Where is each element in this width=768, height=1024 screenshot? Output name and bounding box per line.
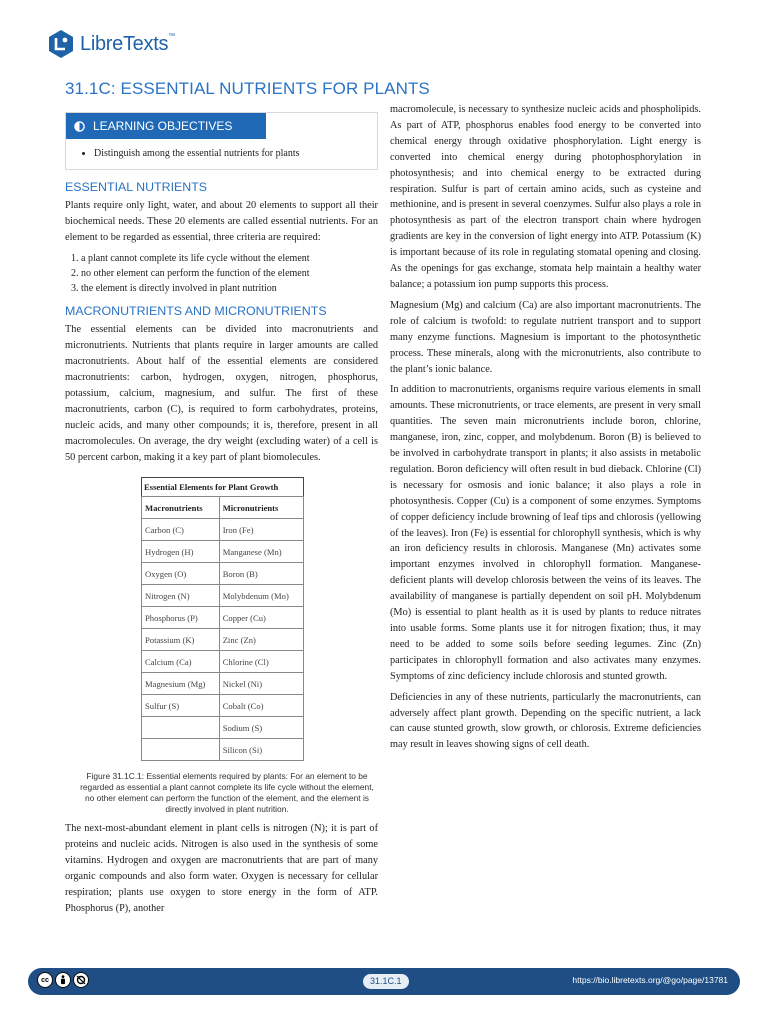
left-column (65, 112, 378, 922)
learning-objectives-body (66, 139, 377, 169)
table-cell (142, 739, 220, 761)
paragraph-micronutrients: In addition to macronutrients, organisms require various elements in small amounts. These micronutrients, or trace elements, are present in very small quantities. The seven main micronutrients include boron, chlorine, manganese, iron, zinc, copper, and molybdenum. Boron (B) is believed to be involved in carbohydrate transport in plants; it also assists in metabolic regulation. Boron deficiency will often result in bud dieback. Chlorine (Cl) is necessary for osmosis and ionic balance; it also plays a role in photosynthesis. Copper (Cu) is a component of some enzymes. Symptoms of copper deficiency include browning of leaf tips and chlorosis (yellowing of the leaves). Iron (Fe) is essential for chlorophyll synthesis, which is why an iron deficiency results in chlorosis. Manganese (Mn) activates some important enzymes involved in chlorophyll formation. Manganese-deficient plants will develop chlorosis between the veins of its leaves. The availability of manganese is partially dependent on soil pH. Molybdenum (Mo) is essential to plant health as it is used by plants to reduce nitrates into usable forms. Some plants use it for nitrogen fixation; thus, it may need to be added to some soils before seeding legumes. Zinc (Zn) participates in chlorophyll formation and also activates many enzymes. Symptoms of zinc deficiency include chlorosis and stunted growth. (390, 384, 701, 682)
table-row (142, 607, 304, 629)
half-circle-icon (74, 121, 85, 132)
table-cell: Carbon (C) (142, 519, 220, 541)
table-cell: Calcium (Ca) (142, 651, 220, 673)
section-heading-macro-micro: MACRONUTRIENTS AND MICRONUTRIENTS (65, 304, 327, 319)
table-cell: Iron (Fe) (219, 519, 303, 541)
table-cell: Manganese (Mn) (219, 541, 303, 563)
table-row (142, 519, 304, 541)
table-caption: Essential Elements for Plant Growth (141, 477, 304, 496)
table-row (142, 651, 304, 673)
table-cell: Cobalt (Co) (219, 695, 303, 717)
page-url-link[interactable]: https://bio.libretexts.org/@go/page/13781 (572, 975, 728, 985)
table-row (142, 717, 304, 739)
table-cell: Boron (B) (219, 563, 303, 585)
paragraph-essential-intro: Plants require only light, water, and about 20 elements to support all their biochemical needs. These 20 elements are called essential nutrients. For an element to be regarded as essential, three criteria are required: (65, 200, 378, 243)
table-cell: Magnesium (Mg) (142, 673, 220, 695)
learning-objective-item: • Distinguish among the essential nutrients for plants (94, 147, 369, 161)
essential-elements-table (141, 477, 304, 761)
table-cell: Zinc (Zn) (219, 629, 303, 651)
table-header-row (142, 497, 304, 519)
license-badge[interactable] (37, 972, 91, 988)
paragraph-macro-micro: The essential elements can be divided into macronutrients and micronutrients. Nutrients that plants require in larger amounts are called macronutrients. About half of the essential elements are considered macronutrients: carbon, hydrogen, oxygen, nitrogen, phosphorus, potassium, calcium, magnesium, and sulfur. The first of these macronutrients, carbon (C), is required to form carbohydrates, proteins, nucleic acids, and many other compounds; it is, therefore, present in all macromolecules. On average, the dry weight (excluding water) of a cell is 50 percent carbon, making it a key part of plant biomolecules. (65, 324, 378, 463)
nc-icon (73, 972, 89, 988)
table-cell: Silicon (Si) (219, 739, 303, 761)
table-header-cell: Macronutrients (142, 497, 220, 519)
table-cell: Molybdenum (Mo) (219, 585, 303, 607)
learning-objectives-header (66, 113, 266, 139)
table-cell: Oxygen (O) (142, 563, 220, 585)
essential-elements-table-figure (141, 477, 304, 761)
by-icon (55, 972, 71, 988)
table-cell: Copper (Cu) (219, 607, 303, 629)
table-cell: Potassium (K) (142, 629, 220, 651)
paragraph-deficiencies: Deficiencies in any of these nutrients, particularly the macronutrients, can adversely affect plant growth. Depending on the specific nutrient, a lack can cause stunted growth, slow growth, or chlorosis. Extreme deficiencies may result in leaves showing signs of cell death. (390, 691, 701, 751)
table-row (142, 629, 304, 651)
table-row (142, 585, 304, 607)
table-cell: Nickel (Ni) (219, 673, 303, 695)
section-heading-essential-nutrients: ESSENTIAL NUTRIENTS (65, 180, 208, 194)
paragraph-magnesium-calcium: Magnesium (Mg) and calcium (Ca) are also important macronutrients. The role of calcium is twofold: to regulate nutrient transport and to support many enzyme functions. Magnesium is important to the photosynthetic process. These minerals, along with the micronutrients, also contribute to the plant’s ionic balance. (390, 299, 701, 375)
learning-objectives-box (65, 112, 378, 170)
criteria-item: 3. the element is directly involved in plant nutrition (81, 281, 378, 296)
table-row (142, 739, 304, 761)
libretexts-logo-icon[interactable] (48, 29, 74, 59)
criteria-item: 2. no other element can perform the function of the element (81, 266, 378, 281)
table-header-cell: Micronutrients (219, 497, 303, 519)
table-cell (142, 717, 220, 739)
table-row (142, 673, 304, 695)
table-cell: Hydrogen (H) (142, 541, 220, 563)
table-row (142, 695, 304, 717)
learning-objectives-heading: LEARNING OBJECTIVES (93, 119, 233, 133)
cc-icon: cc (37, 972, 53, 988)
table-cell: Sulfur (S) (142, 695, 220, 717)
table-row (142, 541, 304, 563)
criteria-item: 1. a plant cannot complete its life cycle without the element (81, 251, 378, 266)
table-cell: Nitrogen (N) (142, 585, 220, 607)
page-footer (28, 968, 740, 995)
logo-text-label: LibreTexts (80, 32, 169, 55)
table-cell: Chlorine (Cl) (219, 651, 303, 673)
page-title: 31.1C: ESSENTIAL NUTRIENTS FOR PLANTS (65, 79, 430, 98)
table-cell: Phosphorus (P) (142, 607, 220, 629)
right-column (390, 102, 701, 758)
table-row (142, 563, 304, 585)
figure-caption: Figure 31.1C.1: Essential elements required by plants: For an element to be regarded as essential a plant cannot complete its life cycle without the element, no other element can perform the function of the element, and the element is directly involved in plant nutrition. (80, 771, 374, 815)
page-number-badge: 31.1C.1 (363, 974, 409, 989)
site-header (48, 24, 175, 64)
criteria-list (65, 251, 378, 297)
table-cell: Sodium (S) (219, 717, 303, 739)
paragraph-phosphorus: macromolecule, is necessary to synthesize nucleic acids and phospholipids. As part of ATP, phosphorus enables food energy to be converted into chemical energy through oxidative phosphorylation. Light energy is converted into chemical energy during photophosphorylation in photosynthesis; and into chemical energy to be extracted during respiration. Sulfur is part of certain amino acids, such as cysteine and methionine, and is present in several coenzymes. Sulfur also plays a role in photosynthesis as part of the electron transport chain where hydrogen gradients are key in the conversion of light energy into ATP. Potassium (K) is important because of its role in regulating stomatal opening and closing. As the openings for gas exchange, stomata help maintain a healthy water balance; a potassium ion pump supports this process. (390, 104, 701, 290)
libretexts-logo-text[interactable]: LibreTexts™ (80, 32, 175, 55)
paragraph-nitrogen: The next-most-abundant element in plant cells is nitrogen (N); it is part of proteins and nucleic acids. Nitrogen is also used in the synthesis of some vitamins. Hydrogen and oxygen are macronutrients that are part of many organic compounds and also form water. Oxygen is necessary for cellular respiration; plants use oxygen to store energy in the form of ATP. Phosphorus (P), another (65, 823, 378, 915)
